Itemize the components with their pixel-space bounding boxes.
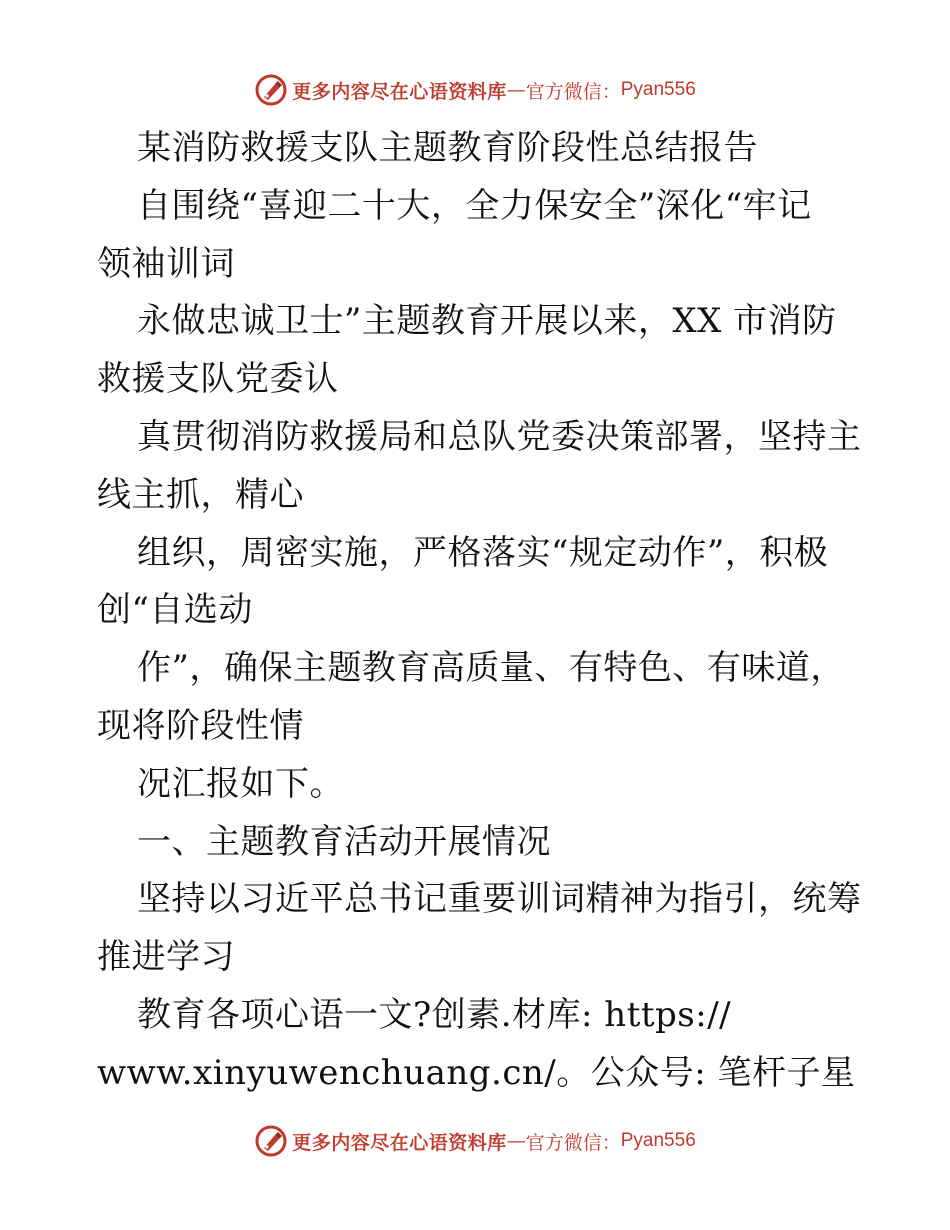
- document-line: 某消防救援支队主题教育阶段性总结报告: [137, 128, 758, 168]
- document-line: 现将阶段性情: [97, 705, 304, 746]
- banner-separator: —: [506, 1130, 526, 1152]
- pen-nib-logo-icon: [254, 73, 288, 107]
- document-line: 线主抓，精心: [97, 474, 304, 515]
- banner-wechat-id: Pyan556: [620, 79, 696, 100]
- pen-nib-logo-icon: [254, 1124, 288, 1158]
- header-banner: [0, 70, 950, 110]
- document-line: 救援支队党委认: [97, 359, 339, 400]
- document-line: 坚持以习近平总书记重要训词精神为指引，统筹: [137, 879, 862, 920]
- banner-wechat-id: Pyan556: [620, 1130, 696, 1151]
- document-line: 永做忠诚卫士”主题教育开展以来，XX 市消防: [137, 301, 837, 342]
- document-line: 创“自选动: [97, 590, 253, 631]
- banner-separator: —: [506, 79, 526, 101]
- banner-wechat-label: 官方微信：: [525, 80, 621, 103]
- document-line: 领袖训词: [97, 243, 235, 284]
- document-line: 自围绕“喜迎二十大，全力保安全”深化“牢记: [137, 185, 812, 226]
- footer-banner: [0, 1121, 950, 1161]
- banner-wechat-label: 官方微信：: [525, 1131, 621, 1154]
- document-line: 作”，确保主题教育高质量、有特色、有味道，: [137, 648, 845, 689]
- document-line: 组织，周密实施，严格落实“规定动作”，积极: [137, 532, 829, 573]
- document-line: 推进学习: [97, 937, 235, 978]
- document-line: 一、主题教育活动开展情况: [137, 821, 551, 862]
- document-line: 况汇报如下。: [137, 763, 344, 804]
- banner-title: 更多内容尽在心语资料库: [292, 80, 507, 103]
- banner-title: 更多内容尽在心语资料库: [292, 1131, 507, 1154]
- document-line: www.xinyuwenchuang.cn/。公众号: 笔杆子星: [97, 1052, 856, 1093]
- document-body: [97, 120, 862, 1103]
- document-line: 真贯彻消防救援局和总队党委决策部署，坚持主: [137, 416, 862, 457]
- document-line: 教育各项心语一文?创素.材库: https://: [137, 994, 732, 1035]
